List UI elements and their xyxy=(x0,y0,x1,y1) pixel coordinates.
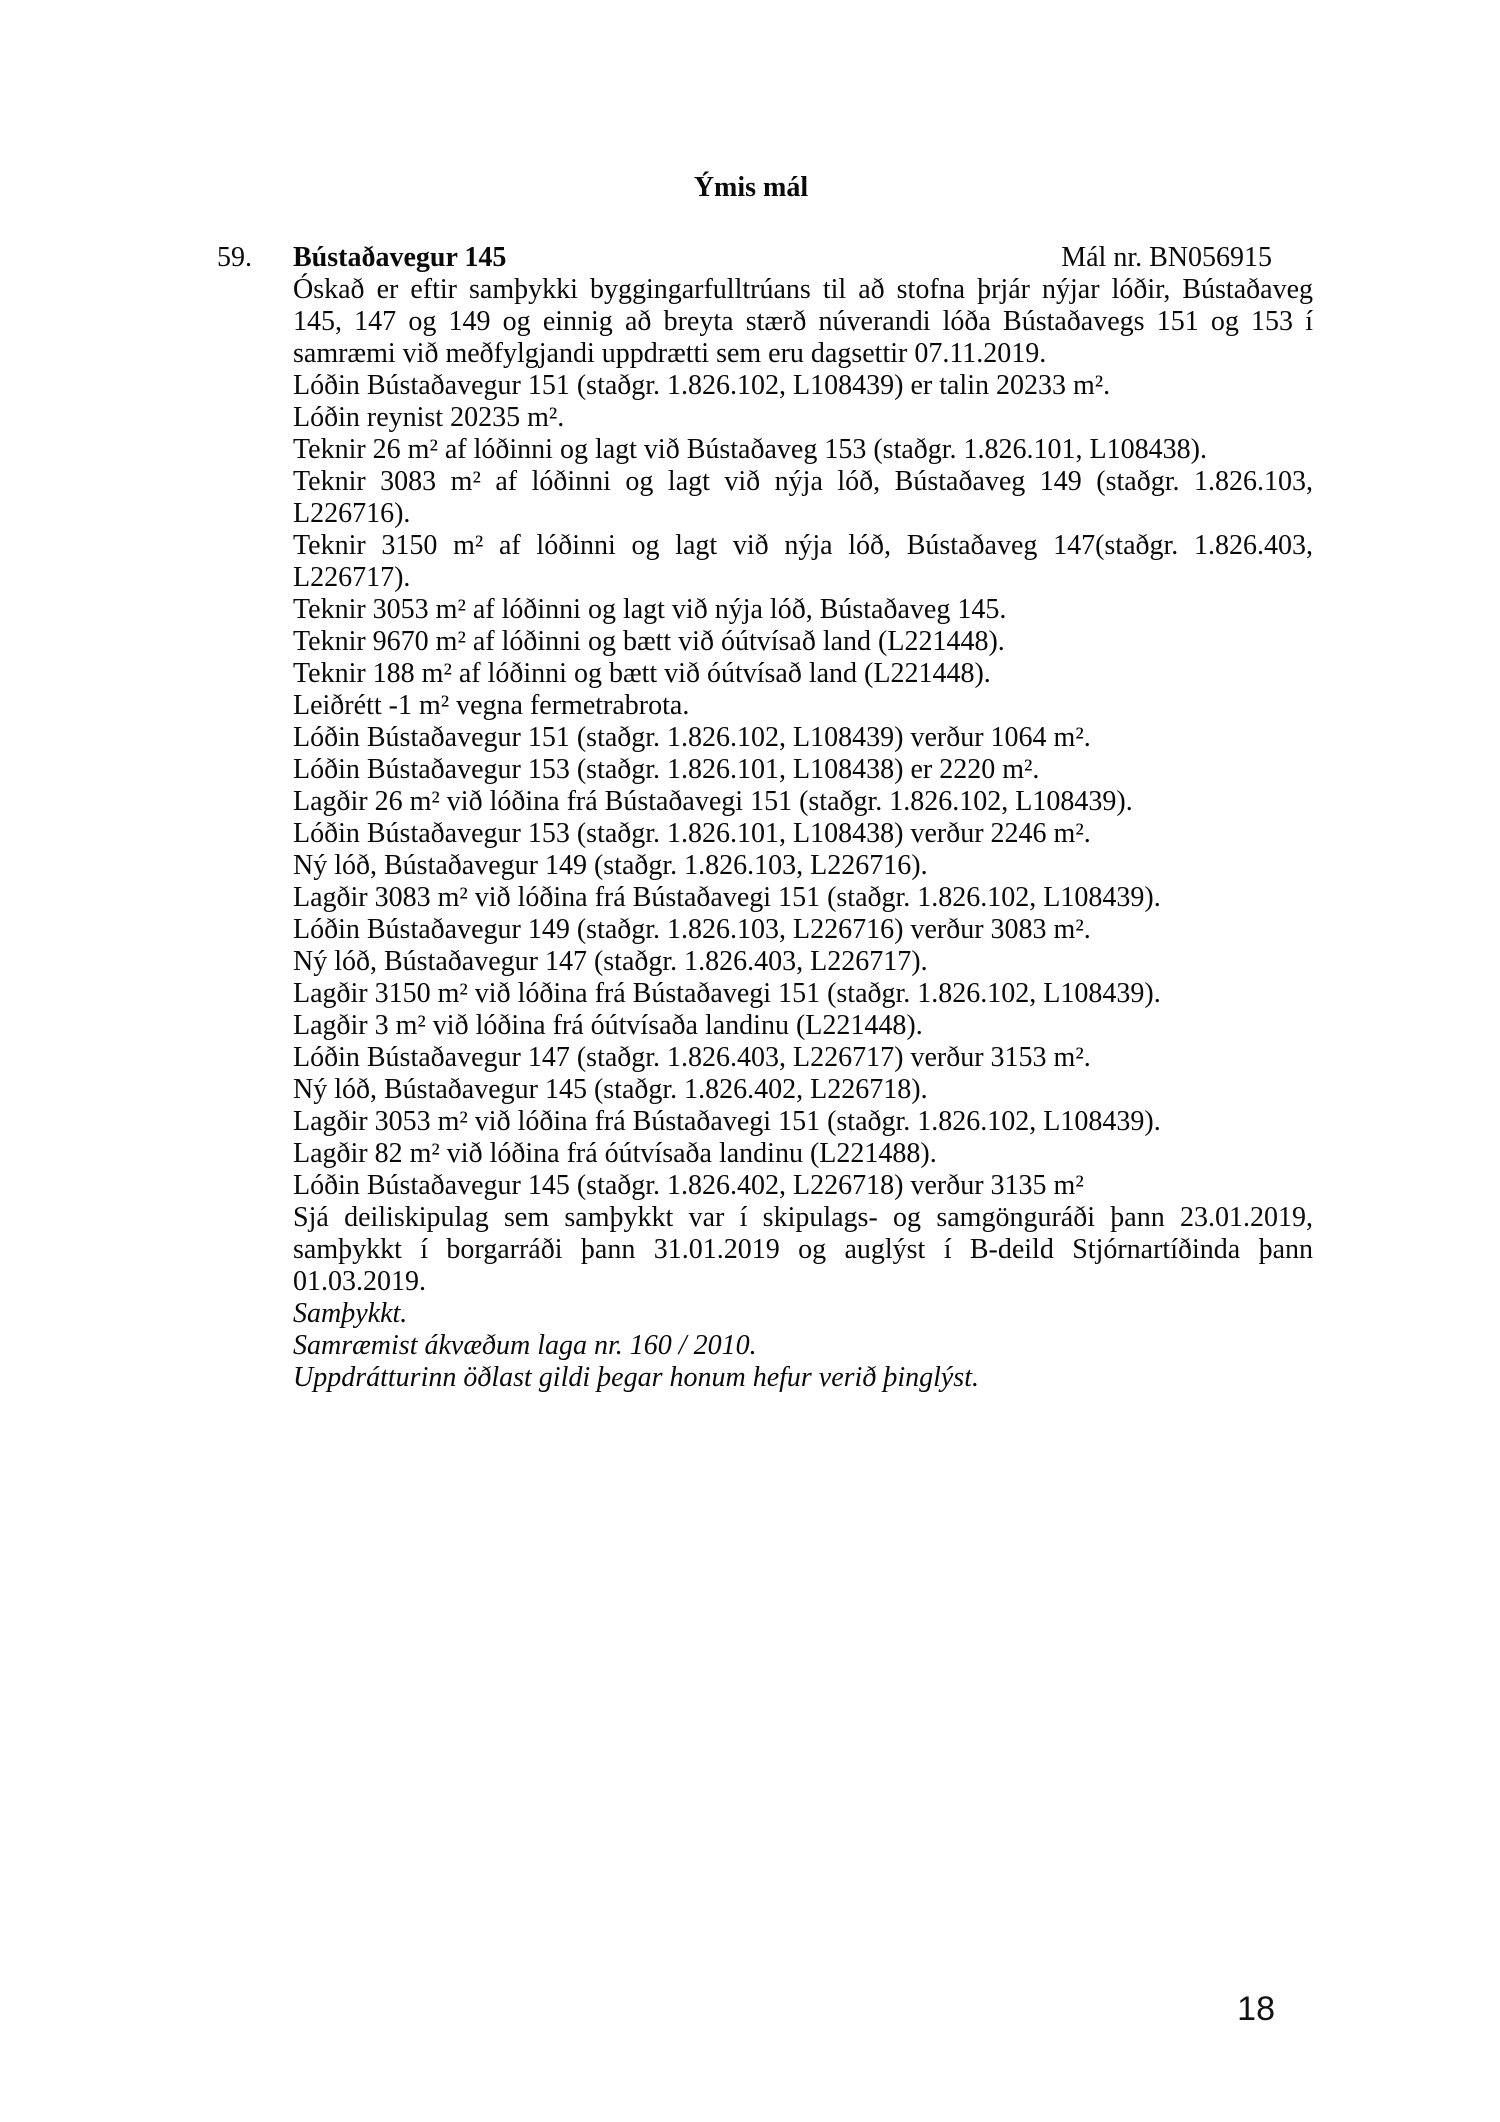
body-paragraph: Lagðir 3 m² við lóðina frá óútvísaða landinu (L221448). xyxy=(293,1010,923,1041)
body-paragraph: Lóðin Bústaðavegur 153 (staðgr. 1.826.101, L108438) er 2220 m². xyxy=(293,754,1040,785)
item-body xyxy=(293,274,1313,1394)
body-paragraph: Lagðir 3053 m² við lóðina frá Bústaðavegi 151 (staðgr. 1.826.102, L108439). xyxy=(293,1106,1161,1137)
body-paragraph: Lóðin Bústaðavegur 153 (staðgr. 1.826.101, L108438) verður 2246 m². xyxy=(293,818,1091,849)
body-paragraph: Lóðin Bústaðavegur 147 (staðgr. 1.826.403, L226717) verður 3153 m². xyxy=(293,1042,1091,1073)
body-paragraph: Lagðir 3150 m² við lóðina frá Bústaðavegi 151 (staðgr. 1.826.102, L108439). xyxy=(293,978,1161,1009)
case-number: Mál nr. BN056915 xyxy=(1061,242,1272,273)
body-paragraph: Sjá deiliskipulag sem samþykkt var í skipulags- og samgönguráði þann 23.01.2019, samþykkt í borgarráði þann 31.01.2019 og auglýst í B-deild Stjórnartíðinda þann 01.03.2019. xyxy=(293,1202,1313,1297)
body-paragraph: Lagðir 82 m² við lóðina frá óútvísaða landinu (L221488). xyxy=(293,1138,937,1169)
resolution-line: Samræmist ákvæðum laga nr. 160 / 2010. xyxy=(293,1330,757,1361)
resolution-line: Samþykkt. xyxy=(293,1298,408,1329)
body-paragraph: Lóðin Bústaðavegur 151 (staðgr. 1.826.102, L108439) er talin 20233 m². xyxy=(293,370,1111,401)
body-paragraph: Óskað er eftir samþykki byggingarfulltrúans til að stofna þrjár nýjar lóðir, Bústaðaveg 145, 147 og 149 og einnig að breyta stærð núverandi lóða Bústaðavegs 151 og 153 í samræmi við meðfylgjandi uppdrætti sem eru dagsettir 07.11.2019. xyxy=(293,274,1313,369)
body-paragraph: Lóðin reynist 20235 m². xyxy=(293,402,565,433)
resolution-line: Uppdrátturinn öðlast gildi þegar honum hefur verið þinglýst. xyxy=(293,1362,979,1393)
body-paragraph: Leiðrétt -1 m² vegna fermetrabrota. xyxy=(293,690,690,721)
body-paragraph: Lóðin Bústaðavegur 151 (staðgr. 1.826.102, L108439) verður 1064 m². xyxy=(293,722,1091,753)
body-paragraph: Teknir 26 m² af lóðinni og lagt við Bústaðaveg 153 (staðgr. 1.826.101, L108438). xyxy=(293,434,1207,465)
body-paragraph: Ný lóð, Bústaðavegur 145 (staðgr. 1.826.402, L226718). xyxy=(293,1074,928,1105)
body-paragraph: Lóðin Bústaðavegur 145 (staðgr. 1.826.402, L226718) verður 3135 m² xyxy=(293,1170,1084,1201)
body-paragraph: Lóðin Bústaðavegur 149 (staðgr. 1.826.103, L226716) verður 3083 m². xyxy=(293,914,1091,945)
body-paragraph: Ný lóð, Bústaðavegur 147 (staðgr. 1.826.403, L226717). xyxy=(293,946,928,977)
item-title: Bústaðavegur 145 xyxy=(293,242,507,273)
body-paragraph: Teknir 9670 m² af lóðinni og bætt við óútvísað land (L221448). xyxy=(293,626,1005,657)
body-paragraph: Lagðir 26 m² við lóðina frá Bústaðavegi 151 (staðgr. 1.826.102, L108439). xyxy=(293,786,1133,817)
section-title: Ýmis mál xyxy=(693,172,809,203)
page-number: 18 xyxy=(1237,1990,1275,2028)
body-paragraph: Teknir 3053 m² af lóðinni og lagt við nýja lóð, Bústaðaveg 145. xyxy=(293,594,1007,625)
item-number: 59. xyxy=(217,242,252,273)
body-paragraph: Teknir 188 m² af lóðinni og bætt við óútvísað land (L221448). xyxy=(293,658,991,689)
body-paragraph: Teknir 3083 m² af lóðinni og lagt við nýja lóð, Bústaðaveg 149 (staðgr. 1.826.103, L226716). xyxy=(293,466,1313,529)
body-paragraph: Lagðir 3083 m² við lóðina frá Bústaðavegi 151 (staðgr. 1.826.102, L108439). xyxy=(293,882,1161,913)
agenda-item-header xyxy=(217,242,1272,274)
body-paragraph: Teknir 3150 m² af lóðinni og lagt við nýja lóð, Bústaðaveg 147(staðgr. 1.826.403, L226717). xyxy=(293,530,1313,593)
body-paragraph: Ný lóð, Bústaðavegur 149 (staðgr. 1.826.103, L226716). xyxy=(293,850,928,881)
agenda-item xyxy=(0,242,1500,1394)
